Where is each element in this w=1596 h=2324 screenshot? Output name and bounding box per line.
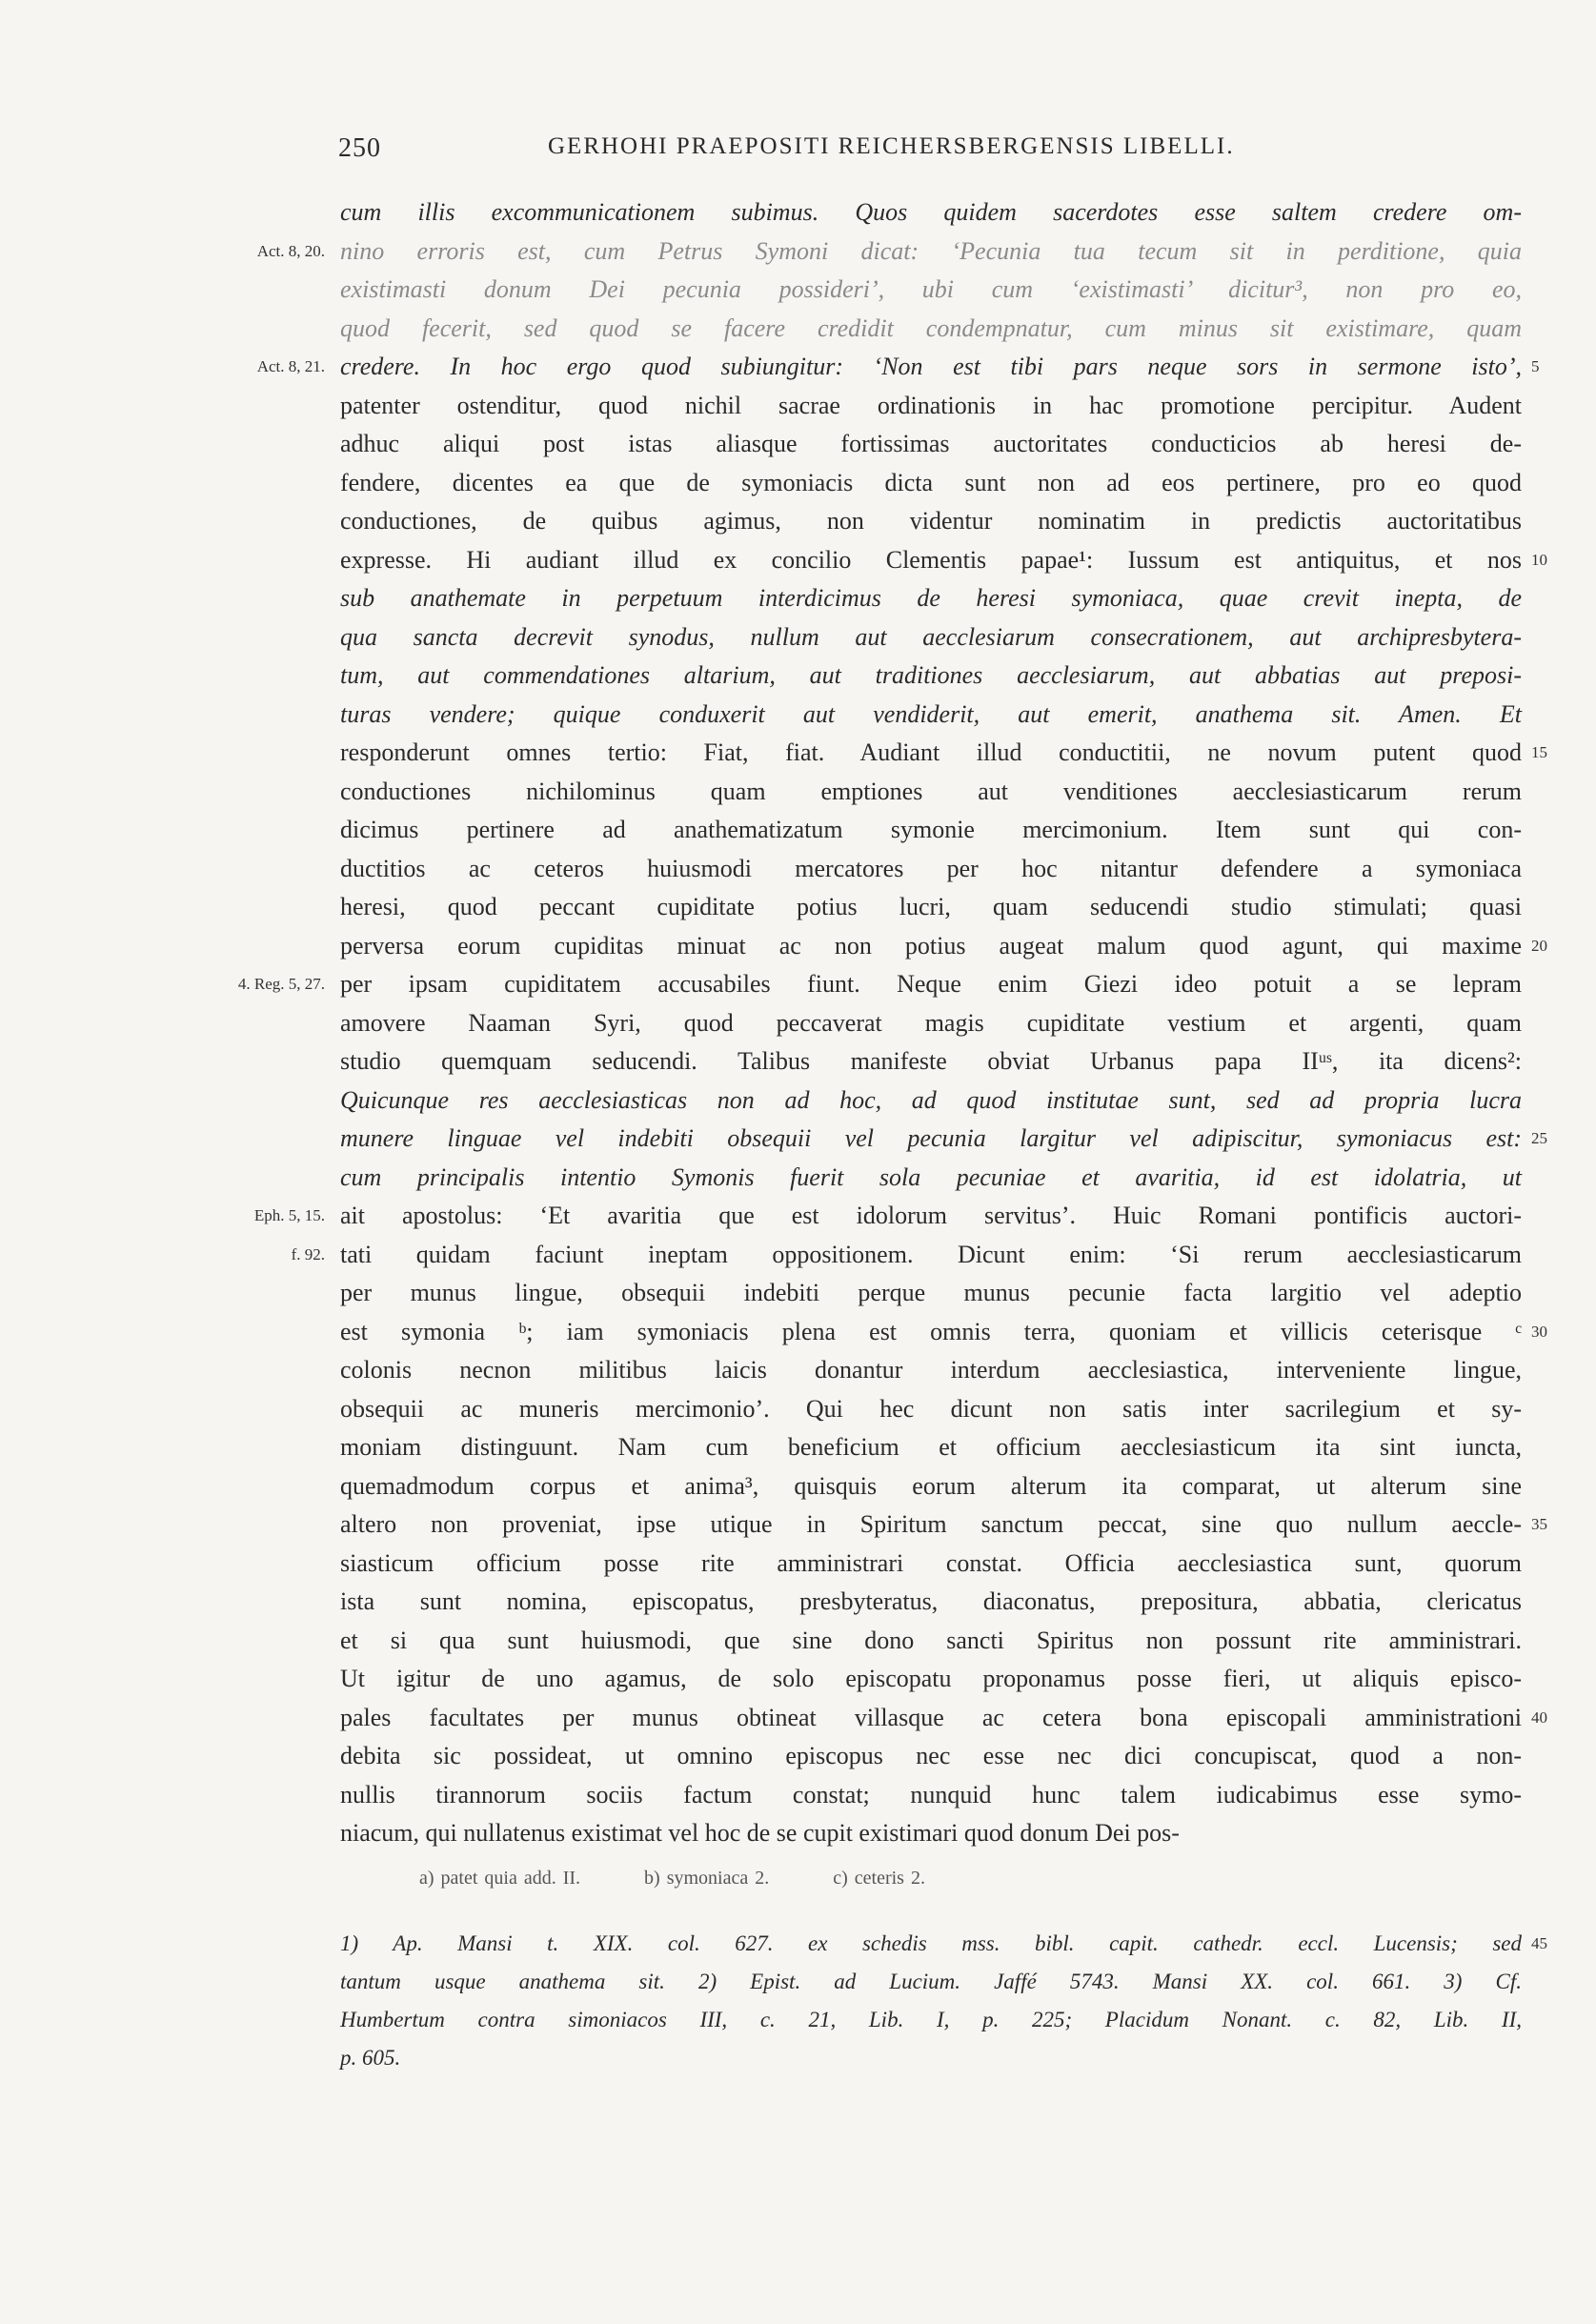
text-line (340, 1428, 1522, 1467)
line-text: qua sancta decrevit synodus, nullum aut aecclesiarum consecrationem, aut archipresbytera- (340, 622, 1522, 651)
text-line (340, 696, 1522, 735)
text-line (291, 1236, 1522, 1275)
text-line (340, 1506, 1547, 1545)
line-text: nino erroris est, cum Petrus Symoni dicat: ‘Pecunia tua tecum sit in perditione, quia (340, 236, 1522, 265)
footnote-line (340, 2039, 1522, 2077)
text-line (340, 387, 1522, 426)
apparatus-note-b: b) symoniaca 2. (644, 1868, 770, 1889)
text-line (256, 232, 1522, 272)
line-text: debita sic possideat, ut omnino episcopus nec esse nec dici concupiscat, quod a non- (340, 1742, 1522, 1769)
line-text: Ut igitur de uno agamus, de solo episcopatu proponamus posse fieri, ut aliquis episco- (340, 1665, 1522, 1692)
margin-reference: 4. Reg. 5, 27. (237, 975, 325, 993)
line-text: quemadmodum corpus et anima³, quisquis eorum alterum ita comparat, ut alterum sine (340, 1471, 1522, 1500)
text-line (256, 348, 1540, 387)
text-line (340, 927, 1547, 966)
line-number: 40 (1531, 1708, 1547, 1727)
text-line (340, 888, 1522, 927)
footnote-line (340, 2001, 1522, 2039)
line-number: 30 (1531, 1322, 1547, 1341)
text-line (340, 1622, 1522, 1661)
line-text: amovere Naaman Syri, quod peccaverat magis cupiditate vestium et argenti, quam (340, 1008, 1522, 1037)
footnote-text: tantum usque anathema sit. 2) Epist. ad Lucium. Jaffé 5743. Mansi XX. col. 661. 3) Cf. (340, 1970, 1522, 1993)
line-text: siasticum officium posse rite amministrari constat. Officia aecclesiastica sunt, quorum (340, 1548, 1522, 1577)
footnote-text: p. 605. (340, 2046, 401, 2070)
line-text: ista sunt nomina, episcopatus, presbyteratus, diaconatus, prepositura, abbatia, clericatus (340, 1587, 1522, 1615)
footnote-line (340, 1963, 1522, 2001)
text-line (340, 1274, 1522, 1313)
margin-reference: Act. 8, 21. (256, 357, 325, 375)
line-text: et si qua sunt huiusmodi, que sine dono sancti Spiritus non possunt rite amministrari. (340, 1626, 1522, 1654)
line-text: Quicunque res aecclesiasticas non ad hoc, ad quod institutae sunt, sed ad propria lucra (340, 1085, 1522, 1114)
apparatus-note-a: a) patet quia add. II. (419, 1868, 581, 1889)
text-line (340, 502, 1522, 541)
text-line (340, 1313, 1547, 1352)
line-text: credere. In hoc ergo quod subiungitur: ‘Non est tibi pars neque sors in sermone isto’, (340, 353, 1522, 380)
line-text: per ipsam cupiditatem accusabiles fiunt. Neque enim Giezi ideo potuit a se lepram (340, 970, 1522, 998)
line-text: ductitios ac ceteros huiusmodi mercatores per hoc nitantur defendere a symoniaca (340, 854, 1522, 882)
line-number: 20 (1531, 936, 1547, 955)
text-line (340, 1467, 1522, 1506)
line-text: responderunt omnes tertio: Fiat, fiat. Audiant illud conductitii, ne novum putent quod (340, 738, 1522, 766)
footnote-line (340, 1925, 1547, 1963)
line-text: niacum, qui nullatenus existimat vel hoc de se cupit existimari quod donum Dei pos- (340, 1819, 1180, 1847)
line-number: 25 (1531, 1129, 1547, 1147)
line-number: 5 (1531, 357, 1540, 375)
line-text: per munus lingue, obsequii indebiti perque munus pecunie facta largitio vel adeptio (340, 1279, 1522, 1306)
text-line (340, 1545, 1522, 1584)
text-line (340, 1776, 1522, 1815)
line-text: fendere, dicentes ea que de symoniacis dicta sunt non ad eos pertinere, pro eo quod (340, 468, 1522, 496)
line-text: existimasti donum Dei pecunia possideri’, ubi cum ‘existimasti’ dicitur³, non pro eo, (340, 275, 1522, 303)
line-number: 45 (1531, 1934, 1547, 1952)
line-text: tati quidam faciunt ineptam oppositionem. Dicunt enim: ‘Si rerum aecclesiasticarum (340, 1240, 1522, 1268)
text-line (340, 310, 1522, 349)
text-line (340, 734, 1547, 773)
text-line (340, 579, 1522, 618)
line-text: nullis tirannorum sociis factum constat; nunquid hunc talem iudicabimus esse symo- (340, 1780, 1522, 1809)
line-number: 15 (1531, 743, 1547, 761)
line-text: obsequii ac muneris mercimonio’. Qui hec dicunt non satis inter sacrilegium et sy- (340, 1394, 1522, 1423)
line-number: 10 (1531, 550, 1547, 569)
text-line (340, 618, 1522, 657)
margin-reference: Act. 8, 20. (256, 241, 325, 260)
body-text (237, 193, 1547, 1853)
text-line (340, 1042, 1522, 1081)
line-text: cum principalis intentio Symonis fuerit sola pecuniae et avaritia, id est idolatria, ut (340, 1162, 1522, 1191)
text-line (340, 657, 1522, 696)
line-text: cum illis excommunicationem subimus. Quos quidem sacerdotes esse saltem credere om- (340, 198, 1522, 226)
page-number: 250 (338, 133, 381, 163)
line-text: pales facultates per munus obtineat villasque ac cetera bona episcopali amministrationi (340, 1703, 1522, 1731)
line-text: heresi, quod peccant cupiditate potius lucri, quam seducendi studio stimulati; quasi (340, 893, 1522, 920)
footnote-text: Humbertum contra simoniacos III, c. 21, Lib. I, p. 225; Placidum Nonant. c. 82, Lib. II, (340, 2008, 1522, 2031)
margin-reference: Eph. 5, 15. (253, 1206, 325, 1224)
line-text: dicimus pertinere ad anathematizatum symonie mercimonium. Item sunt qui con- (340, 816, 1522, 843)
line-text: perversa eorum cupiditas minuat ac non potius augeat malum quod agunt, qui maxime (340, 931, 1522, 960)
line-text: patenter ostenditur, quod nichil sacrae ordinationis in hac promotione percipitur. Audent (340, 391, 1522, 419)
line-text: conductiones nichilominus quam emptiones aut venditiones aecclesiasticarum rerum (340, 777, 1522, 805)
running-title: GERHOHI PRAEPOSITI REICHERSBERGENSIS LIBELLI. (548, 133, 1235, 159)
footnote-text: 1) Ap. Mansi t. XIX. col. 627. ex schedis mss. bibl. capit. cathedr. eccl. Lucensis; sed (340, 1931, 1522, 1955)
text-line (340, 1390, 1522, 1429)
line-text: expresse. Hi audiant illud ex concilio Clementis papae¹: Iussum est antiquitus, et nos (340, 545, 1522, 574)
line-text: adhuc aliqui post istas aliasque fortissimas auctoritates conducticios ab heresi de- (340, 430, 1522, 457)
footnotes (340, 1925, 1547, 2077)
line-number: 35 (1531, 1515, 1547, 1533)
text-line (340, 811, 1522, 850)
margin-reference: f. 92. (291, 1244, 325, 1263)
text-line (340, 1583, 1522, 1622)
text-line (340, 1351, 1522, 1390)
line-text: colonis necnon militibus laicis donantur interdum aecclesiastica, interveniente lingue, (340, 1356, 1522, 1384)
text-line (340, 850, 1522, 889)
line-text: studio quemquam seducendi. Talibus manifeste obviat Urbanus papa IIᵘˢ, ita dicens²: (340, 1047, 1522, 1075)
line-text: turas vendere; quique conduxerit aut vendiderit, aut emerit, anathema sit. Amen. Et (340, 699, 1522, 728)
line-text: quod fecerit, sed quod se facere credidit condempnatur, cum minus sit existimare, quam (340, 313, 1522, 342)
line-text: conductiones, de quibus agimus, non videntur nominatim in predictis auctoritatibus (340, 507, 1522, 535)
line-text: altero non proveniat, ipse utique in Spiritum sanctum peccat, sine quo nullum aeccle- (340, 1510, 1522, 1538)
text-line (237, 965, 1522, 1004)
text-line (340, 464, 1522, 503)
apparatus-note-c: c) ceteris 2. (833, 1868, 925, 1889)
text-line (340, 1159, 1522, 1198)
text-line (340, 1814, 1522, 1853)
text-line (340, 1120, 1547, 1159)
line-text: ait apostolus: ‘Et avaritia que est idolorum servitus’. Huic Romani pontificis auctori- (340, 1202, 1522, 1229)
text-line (340, 193, 1522, 232)
line-text: moniam distinguunt. Nam cum beneficium et officium aecclesiasticum ita sint iuncta, (340, 1433, 1522, 1461)
text-line (253, 1197, 1522, 1236)
line-text: est symonia ᵇ; iam symoniacis plena est omnis terra, quoniam et villicis ceterisque ᶜ (340, 1317, 1522, 1345)
text-line (340, 1737, 1522, 1776)
line-text: munere linguae vel indebiti obsequii vel pecunia largitur vel adipiscitur, symoniacus est: (340, 1124, 1522, 1152)
text-line (340, 425, 1522, 464)
text-line (340, 271, 1522, 310)
line-text: sub anathemate in perpetuum interdicimus de heresi symoniaca, quae crevit inepta, de (340, 584, 1522, 612)
line-text: tum, aut commendationes altarium, aut traditiones aecclesiarum, aut abbatias aut preposi- (340, 661, 1522, 689)
text-line (340, 1004, 1522, 1043)
text-line (340, 1699, 1547, 1738)
text-line (340, 541, 1547, 580)
text-line (340, 773, 1522, 812)
text-line (340, 1660, 1522, 1699)
text-line (340, 1081, 1522, 1121)
critical-apparatus (419, 1868, 982, 1890)
